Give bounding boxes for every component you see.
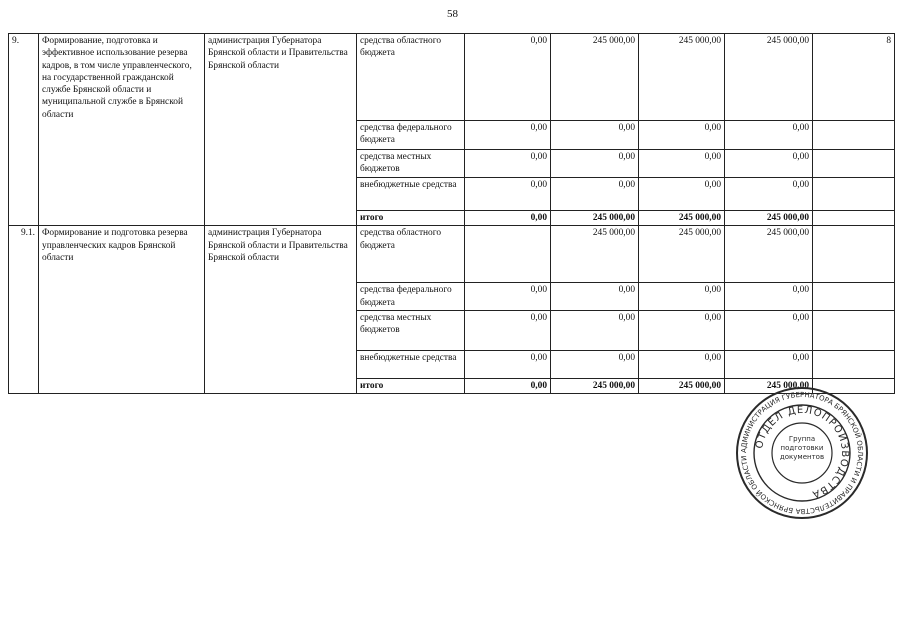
page-number: 58 xyxy=(447,8,458,20)
funding-source: внебюджетные средства xyxy=(357,350,465,378)
amount-cell: 0,00 xyxy=(551,350,639,378)
indicator-cell xyxy=(813,310,895,350)
total-amount: 245 000,00 xyxy=(639,378,725,393)
funding-source: внебюджетные средства xyxy=(357,178,465,211)
amount-cell: 0,00 xyxy=(551,310,639,350)
amount-cell: 0,00 xyxy=(725,121,813,150)
total-amount: 245 000,00 xyxy=(551,211,639,226)
indicator-cell xyxy=(813,121,895,150)
amount-cell xyxy=(465,226,551,283)
amount-cell: 0,00 xyxy=(725,178,813,211)
funding-source: средства местных бюджетов xyxy=(357,310,465,350)
amount-cell: 0,00 xyxy=(465,34,551,121)
row-number: 9. xyxy=(9,34,39,226)
amount-cell: 0,00 xyxy=(465,150,551,178)
amount-cell: 245 000,00 xyxy=(551,34,639,121)
funding-source: средства федерального бюджета xyxy=(357,283,465,311)
amount-cell: 0,00 xyxy=(551,178,639,211)
amount-cell: 0,00 xyxy=(639,283,725,311)
amount-cell: 0,00 xyxy=(551,283,639,311)
indicator-cell xyxy=(813,178,895,211)
measure-name: Формирование и подготовка резерва управленческих кадров Брянской области xyxy=(39,226,205,394)
indicator-cell xyxy=(813,350,895,378)
indicator-cell xyxy=(813,150,895,178)
amount-cell: 245 000,00 xyxy=(725,226,813,283)
total-amount: 245 000,00 xyxy=(725,378,813,393)
amount-cell: 0,00 xyxy=(639,121,725,150)
total-amount: 0,00 xyxy=(465,378,551,393)
executor: администрация Губернатора Брянской области и Правительства Брянской области xyxy=(205,226,357,394)
indicator-cell xyxy=(813,283,895,311)
executor: администрация Губернатора Брянской области и Правительства Брянской области xyxy=(205,34,357,226)
official-stamp xyxy=(734,385,870,521)
indicator-cell: 8 xyxy=(813,34,895,121)
funding-source: средства местных бюджетов xyxy=(357,150,465,178)
amount-cell: 0,00 xyxy=(725,310,813,350)
amount-cell: 0,00 xyxy=(465,178,551,211)
amount-cell: 245 000,00 xyxy=(551,226,639,283)
table-row xyxy=(9,34,895,121)
total-amount: 245 000,00 xyxy=(551,378,639,393)
stamp-center-text: Группа подготовки документов xyxy=(779,435,825,461)
amount-cell: 0,00 xyxy=(465,310,551,350)
total-label: итого xyxy=(357,211,465,226)
amount-cell: 0,00 xyxy=(725,350,813,378)
table-row xyxy=(9,226,895,283)
amount-cell: 0,00 xyxy=(551,150,639,178)
total-amount: 245 000,00 xyxy=(725,211,813,226)
stamp-arc-text: ОТДЕЛ ДЕЛОПРОИЗВОДСТВА xyxy=(754,404,851,500)
total-amount: 0,00 xyxy=(465,211,551,226)
indicator-cell xyxy=(813,226,895,283)
amount-cell: 0,00 xyxy=(639,350,725,378)
amount-cell: 0,00 xyxy=(551,121,639,150)
funding-source: средства областного бюджета xyxy=(357,34,465,121)
amount-cell: 245 000,00 xyxy=(639,34,725,121)
amount-cell: 0,00 xyxy=(725,150,813,178)
amount-cell: 0,00 xyxy=(465,283,551,311)
measure-name: Формирование, подготовка и эффективное использование резерва кадров, в том числе управленческого, на государственной гражданской службе Брянской области и муниципальной службе в Брянской области xyxy=(39,34,205,226)
stamp-seal xyxy=(734,385,870,521)
stamp-ring-text: АДМИНИСТРАЦИЯ ГУБЕРНАТОРА БРЯНСКОЙ ОБЛАСТИ И ПРАВИТЕЛЬСТВА БРЯНСКОЙ ОБЛАСТИ xyxy=(739,390,865,516)
budget-table xyxy=(8,33,895,394)
row-number: 9.1. xyxy=(9,226,39,394)
amount-cell: 0,00 xyxy=(465,350,551,378)
total-label: итого xyxy=(357,378,465,393)
amount-cell: 245 000,00 xyxy=(725,34,813,121)
amount-cell: 0,00 xyxy=(725,283,813,311)
amount-cell: 0,00 xyxy=(639,150,725,178)
funding-source: средства областного бюджета xyxy=(357,226,465,283)
funding-source: средства федерального бюджета xyxy=(357,121,465,150)
amount-cell: 0,00 xyxy=(465,121,551,150)
amount-cell: 0,00 xyxy=(639,178,725,211)
total-amount: 245 000,00 xyxy=(639,211,725,226)
indicator-cell xyxy=(813,211,895,226)
amount-cell: 0,00 xyxy=(639,310,725,350)
amount-cell: 245 000,00 xyxy=(639,226,725,283)
